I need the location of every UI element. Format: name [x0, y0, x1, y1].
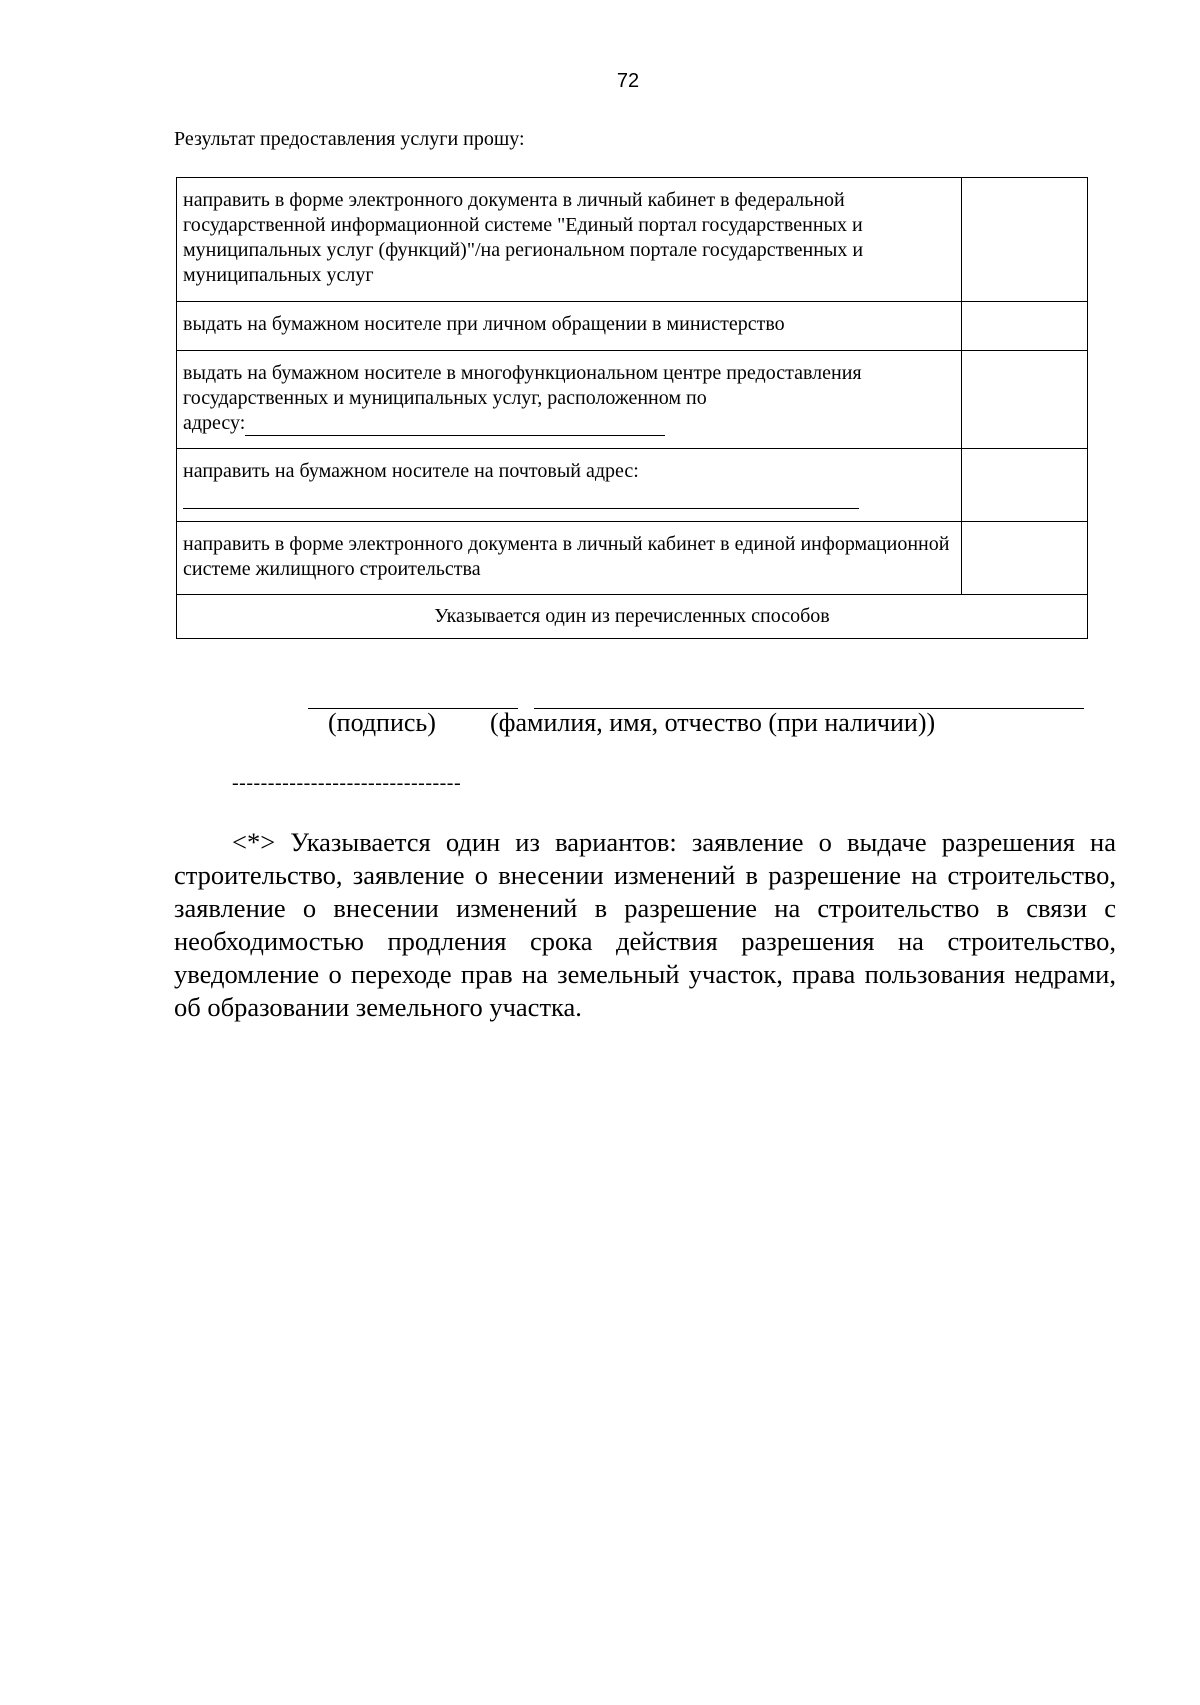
delivery-options-table [176, 177, 1088, 639]
option-checkbox-ministry[interactable] [961, 302, 1087, 351]
option-checkbox-isgs[interactable] [961, 522, 1087, 595]
full-name-caption: (фамилия, имя, отчество (при наличии)) [490, 708, 936, 737]
postal-address-field[interactable] [183, 486, 859, 509]
option-label-isgs: направить в форме электронного документа в личный кабинет в единой информационной системе жилищного строительства [177, 522, 962, 595]
option-row-post [177, 449, 1088, 522]
option-label-ministry: выдать на бумажном носителе при личном обращении в министерство [177, 302, 962, 351]
intro-text: Результат предоставления услуги прошу: [174, 128, 525, 150]
option-checkbox-post[interactable] [961, 449, 1087, 522]
option-label-portal: направить в форме электронного документа в личный кабинет в федеральной государственной информационной системе "Единый портал государственных и муниципальных услуг (функций)"/на региональном портале государственных и муниципальных услуг [177, 178, 962, 302]
option-row-isgs [177, 522, 1088, 595]
option-row-ministry [177, 302, 1088, 351]
address-label: адресу: [183, 412, 246, 434]
footnote-separator: -------------------------------- [232, 772, 462, 794]
option-cell-post [177, 449, 962, 522]
table-note-row [177, 595, 1088, 639]
option-label-post: направить на бумажном носителе на почтовый адрес: [183, 460, 639, 482]
option-label-mfc: выдать на бумажном носителе в многофункциональном центре предоставления государственных и муниципальных услуг, расположенном по [183, 362, 862, 409]
option-row-mfc [177, 351, 1088, 449]
footnote-text: <*> Указывается один из вариантов: заявление о выдаче разрешения на строительство, заявление о внесении изменений в разрешение на строительство, заявление о внесении изменений в разрешение на строительство в связи с необходимостью продления срока действия разрешения на строительство, уведомление о переходе прав на земельный участок, права пользования недрами, об образовании земельного участка. [174, 827, 1116, 1022]
option-row-portal [177, 178, 1088, 302]
mfc-address-field[interactable] [245, 415, 665, 436]
option-checkbox-mfc[interactable] [961, 351, 1087, 449]
option-checkbox-portal[interactable] [961, 178, 1087, 302]
table-note: Указывается один из перечисленных способов [177, 595, 1088, 639]
signature-caption: (подпись) [328, 708, 436, 737]
page-number: 72 [616, 70, 640, 92]
option-cell-mfc [177, 351, 962, 449]
